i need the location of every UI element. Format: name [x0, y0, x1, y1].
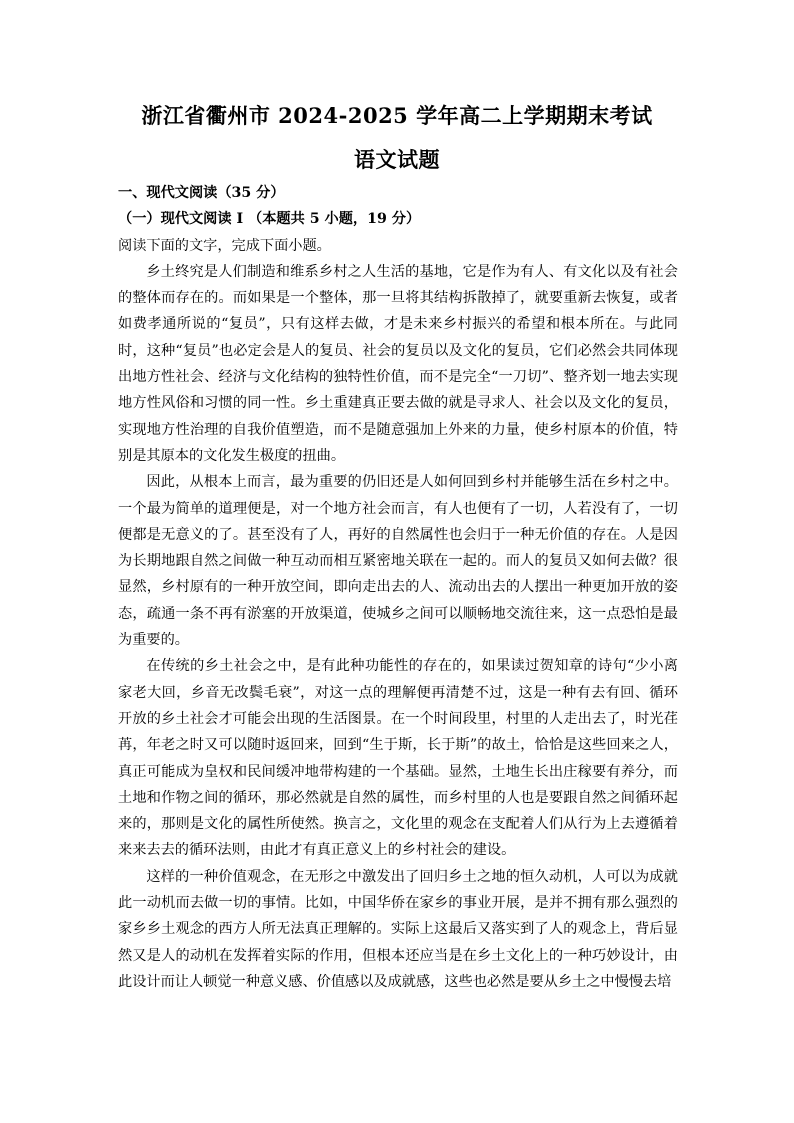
- exam-title: 浙江省衢州市 2024-2025 学年高二上学期期末考试: [141, 103, 653, 128]
- reading-instruction: 阅读下面的文字，完成下面小题。: [118, 237, 331, 254]
- section-heading: 一、现代文阅读（35 分）: [118, 185, 285, 201]
- passage-paragraph-3: 在传统的乡土社会之中，是有此种功能性的存在的，如果读过贺知章的诗句“少小离家老大回，乡音无改鬓毛衰”，对这一点的理解便再清楚不过，这是一种有去有回、循环开放的乡土社会才可能会出现的生活图景。在一个时间段里，村里的人走出去了，时光荏苒，年老之时又可以随时返回来，回到“生于斯，长于斯”的故土，恰恰是这些回来之人，真正可能成为皇权和民间缓冲地带构建的一个基础。显然，土地生长出庄稼要有养分，而土地和作物之间的循环，那必然就是自然的属性，而乡村里的人也是要跟自然之间循环起来的，那则是文化的属性所使然。换言之，文化里的观念在支配着人们从行为上去遵循着来来去去的循环法则，由此才有真正意义上的乡村社会的建设。: [118, 658, 678, 859]
- passage-paragraph-2: 因此，从根本上而言，最为重要的仍旧还是人如何回到乡村并能够生活在乡村之中。一个最为简单的道理便是，对一个地方社会而言，有人也便有了一切，人若没有了，一切便都是无意义的了。甚至没有了人，再好的自然属性也会归于一种无价值的存在。人是因为长期地跟自然之间做一种互动而相互紧密地关联在一起的。而人的复员又如何去做？很显然，乡村原有的一种开放空间，即向走出去的人、流动出去的人摆出一种更加开放的姿态，疏通一条不再有淤塞的开放渠道，使城乡之间可以顺畅地交流往来，这一点恐怕是最为重要的。: [118, 474, 678, 649]
- exam-content: [118, 180, 678, 995]
- subsection-heading: （一）现代文阅读 I （本题共 5 小题，19 分）: [118, 211, 421, 228]
- passage-paragraph-4: 这样的一种价值观念，在无形之中激发出了回归乡土之地的恒久动机，人可以为成就此一动机而去做一切的事情。比如，中国华侨在家乡的事业开展，是并不拥有那么强烈的家乡乡土观念的西方人所无法真正理解的。实际上这最后又落实到了人的观念上，背后显然又是人的动机在发挥着实际的作用，但根本还应当是在乡土文化上的一种巧妙设计，由此设计而让人顿觉一种意义感、价值感以及成就感，这些也必然是要从乡土之中慢慢去培: [118, 868, 678, 990]
- passage-paragraph-1: 乡土终究是人们制造和维系乡村之人生活的基地，它是作为有人、有文化以及有社会的整体而存在的。而如果是一个整体，那一旦将其结构拆散掉了，就要重新去恢复，或者如费孝通所说的“复员”，只有这样去做，才是未来乡村振兴的希望和根本所在。与此同时，这种“复员”也必定会是人的复员、社会的复员以及文化的复员，它们必然会共同体现出地方性社会、经济与文化结构的独特性价值，而不是完全“一刀切”、整齐划一地去实现地方性风俗和习惯的同一性。乡土重建真正要去做的就是寻求人、社会以及文化的复员，实现地方性治理的自我价值塑造，而不是随意强加上外来的力量，使乡村原本的价值，特别是其原本的文化发生极度的扭曲。: [118, 263, 678, 464]
- exam-subtitle: 语文试题: [354, 147, 440, 172]
